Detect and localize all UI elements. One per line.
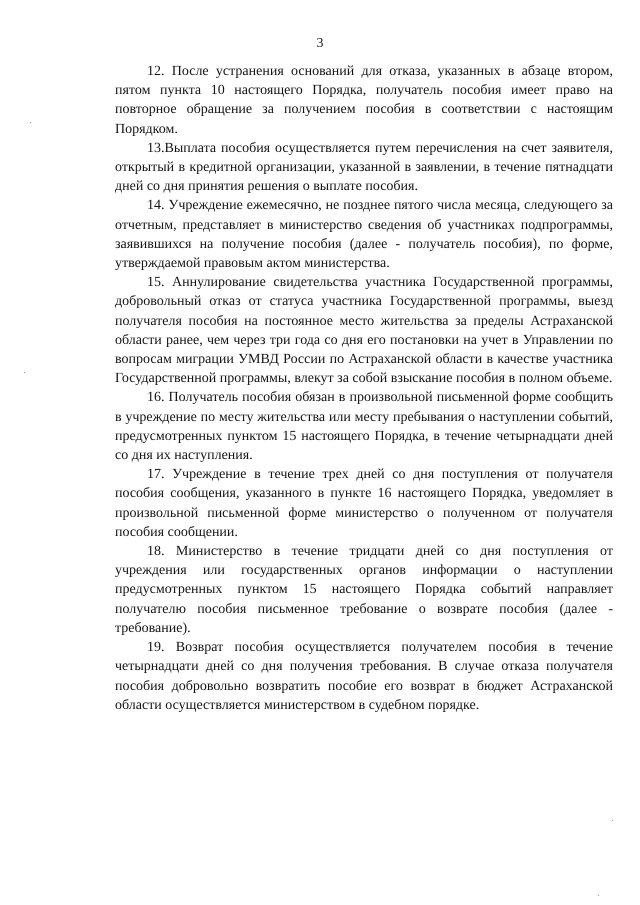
paragraph-16: 16. Получатель пособия обязан в произвольной письменной форме сообщить в учреждение по месту жительства или месту пребывания о наступлении событий, предусмотренных пунктом 15 настоящего Порядка, в течение четырнадцати дней со дня их наступления. — [115, 390, 613, 464]
page-number: 3 — [316, 36, 324, 51]
paragraph-18: 18. Министерство в течение тридцати дней со дня поступления от учреждения или государственных органов информации о наступлении предусмотренных пунктом 15 настоящего Порядка событий направляет получателю пособия письменное требование о возврате пособия (далее - требование). — [115, 544, 613, 636]
paragraph-12: 12. После устранения оснований для отказа, указанных в абзаце втором, пятом пункта 10 настоящего Порядка, получатель пособия имеет право на повторное обращение за получением пособия в соответствии с настоящим Порядком. — [115, 64, 613, 137]
paragraph-15: 15. Аннулирование свидетельства участника Государственной программы, добровольный отказ от статуса участника Государственной программы, выезд получателя пособия на постоянное место жительства за пределы Астраханской области ранее, чем через три года со дня его постановки на учет в Управлении по вопросам миграции УМВД России по Астраханской области в качестве участника Государственной программы, влекут за собой взыскание пособия в полном объеме. — [115, 275, 613, 387]
paragraph-19: 19. Возврат пособия осуществляется получателем пособия в течение четырнадцати дней со дня получения требования. В случае отказа получателя пособия добровольно возвратить пособие его возврат в бюджет Астраханской области осуществляется министерством в судебном порядке. — [115, 640, 613, 713]
scan-speck — [24, 372, 25, 373]
paragraph-13: 13.Выплата пособия осуществляется путем перечисления на счет заявителя, открытый в кредитной организации, указанной в заявлении, в течение пятнадцати дней со дня принятия решения о выплате пособия. — [115, 140, 613, 195]
scan-speck — [598, 895, 599, 896]
scan-speck — [612, 820, 613, 821]
paragraph-17: 17. Учреждение в течение трех дней со дня поступления от получателя пособия сообщения, указанного в пункте 16 настоящего Порядка, уведомляет в произвольной письменной форме министерство о полученном от получателя пособия сообщении. — [115, 467, 613, 540]
scan-speck — [30, 122, 31, 123]
paragraph-14: 14. Учреждение ежемесячно, не позднее пятого числа месяца, следующего за отчетным, представляет в министерство сведения об участниках подпрограммы, заявившихся на получение пособия (далее - получатель пособия), по форме, утверждаемой правовым актом министерства. — [115, 198, 613, 272]
document-body — [115, 62, 613, 715]
